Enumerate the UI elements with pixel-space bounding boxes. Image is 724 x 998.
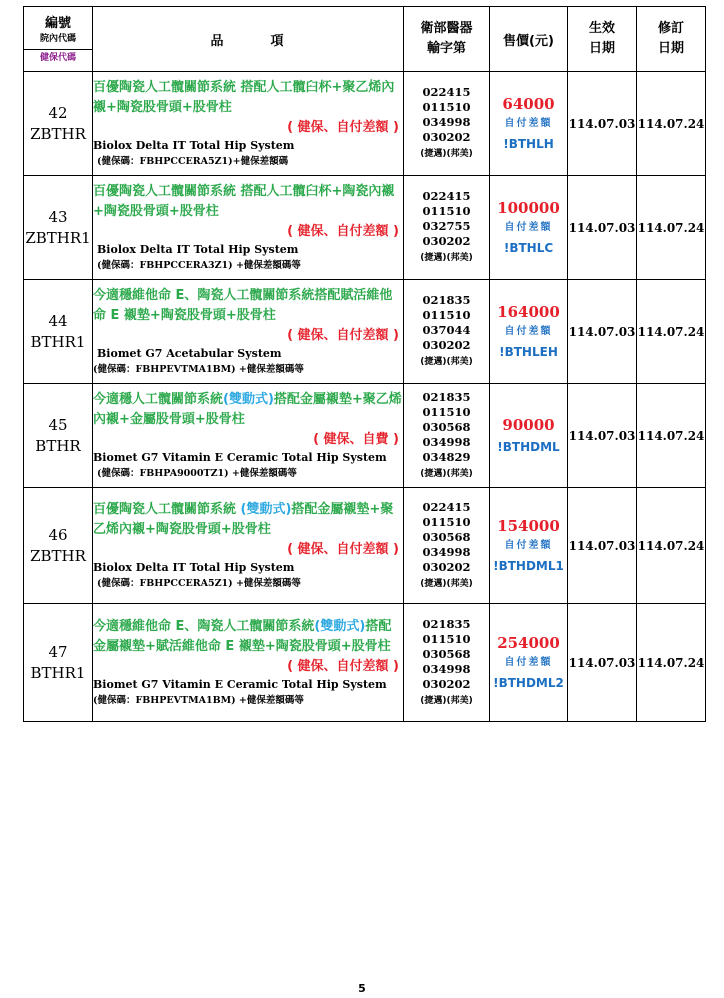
agent-label: (捷邁)(邦美) [420,695,473,706]
price-code: !BTHDML [497,439,560,454]
agent-label: (捷邁)(邦美) [420,253,473,263]
item-name-zh-cont: 搭配金屬襯墊+賦活維他命 E 襯墊+陶瓷股骨頭+股骨柱 [93,619,392,654]
item-type-label: (雙動式) [314,619,366,634]
header-item: 品 項 [93,7,404,72]
item-code: ZBTHR [30,124,86,143]
effective-date: 114.07.03 [568,72,637,176]
item-code: BTHR1 [30,332,86,351]
item-name-en: Biomet G7 Acetabular System [97,347,282,360]
price-code: !BTHLH [503,136,554,151]
license-number: 030202 [422,130,471,144]
license-number: 011510 [422,100,471,114]
license-number: 030202 [422,234,471,248]
item-number: 44 [48,311,68,330]
revised-date: 114.07.24 [637,384,706,488]
coverage-tag: ( 健保、自付差額 ) [287,328,399,343]
price-note: 自付差額 [504,539,553,551]
license-number: 030202 [422,559,471,574]
price-note: 自付差額 [504,221,553,233]
item-code: ZBTHR [30,546,86,565]
effective-date: 114.07.03 [568,280,637,384]
item-number: 42 [48,103,68,122]
item-description-cell [93,72,404,176]
item-code-cell [24,604,93,722]
license-number: 011510 [422,404,471,419]
item-name-en: Biolox Delta IT Total Hip System [93,561,295,574]
license-number: 022415 [422,85,471,99]
item-name-zh: 今適穩維他命 E、陶瓷人工髖關節系統 [93,619,315,634]
table-header-row [24,7,706,72]
item-code-cell [24,384,93,488]
license-number: 030568 [422,419,471,434]
price-note: 自付差額 [504,325,553,337]
insurance-code-note: (健保碼：FBHPEVTMA1BM) +健保差額碼等 [93,695,304,706]
insurance-code-note: (健保碼：FBHPEVTMA1BM) +健保差額碼等 [93,364,304,375]
price-value: 90000 [502,415,555,434]
license-number: 030202 [422,676,471,691]
price-code: !BTHLEH [499,344,558,359]
price-value: 100000 [497,198,560,217]
item-name-zh-cont: 搭配金屬襯墊+聚乙烯內襯+陶瓷股骨頭+股骨柱 [93,502,394,537]
item-name-zh: 今適穩維他命 E、陶瓷人工髖關節系統搭配賦活維他命 E 襯墊+陶瓷股骨頭+股骨柱 [93,288,393,323]
license-number: 034998 [422,544,471,559]
price-table [23,6,706,722]
header-revised: 修訂 日期 [637,7,706,72]
table-row [24,488,706,604]
item-name-zh: 百優陶瓷人工髖關節系統 [93,502,241,517]
revised-date: 114.07.24 [637,488,706,604]
agent-label: (捷邁)(邦美) [420,578,473,589]
table-row [24,176,706,280]
revised-date: 114.07.24 [637,280,706,384]
price-cell [490,176,568,280]
item-number: 46 [48,525,68,544]
license-number: 034998 [422,434,471,449]
item-name-zh: 今適穩人工髖關節系統 [93,392,224,407]
item-number: 47 [48,642,68,661]
license-number: 022415 [422,189,471,203]
license-cell [404,176,490,280]
item-number: 45 [48,415,68,434]
header-code-title: 編號 [44,15,71,31]
item-type-label: (雙動式) [240,502,292,517]
header-code-sub2: 健保代碼 [24,49,92,65]
table-row [24,280,706,384]
coverage-tag: ( 健保、自付差額 ) [287,659,399,674]
license-number: 011510 [422,204,471,218]
item-name-en: Biomet G7 Vitamin E Ceramic Total Hip System [93,451,387,464]
agent-label: (捷邁)(邦美) [420,149,473,159]
page-number: 5 [358,982,366,995]
insurance-code-note: (健保碼：FBHPA9000TZ1) +健保差額碼等 [97,468,297,479]
effective-date: 114.07.03 [568,176,637,280]
item-name-zh: 百優陶瓷人工髖關節系統 搭配人工髖臼杯+陶瓷內襯+陶瓷股骨頭+股骨柱 [93,184,395,219]
effective-date: 114.07.03 [568,488,637,604]
item-name-en: Biolox Delta IT Total Hip System [93,139,295,152]
license-number: 011510 [422,631,471,646]
insurance-code-note: (健保碼：FBHPCCERA5Z1)+健保差額碼 [97,156,289,167]
item-code: ZBTHR1 [25,228,91,247]
item-code-cell [24,488,93,604]
item-description-cell [93,384,404,488]
price-code: !BTHDML1 [493,558,564,573]
license-number: 021835 [422,293,471,307]
license-number: 021835 [422,616,471,631]
license-cell [404,72,490,176]
license-number: 034998 [422,661,471,676]
coverage-tag: ( 健保、自付差額 ) [287,542,399,557]
header-effective: 生效 日期 [568,7,637,72]
revised-date: 114.07.24 [637,604,706,722]
price-code: !BTHDML2 [493,675,564,690]
license-cell [404,384,490,488]
item-description-cell [93,280,404,384]
license-number: 030568 [422,646,471,661]
effective-date: 114.07.03 [568,384,637,488]
agent-label: (捷邁)(邦美) [420,357,473,367]
license-cell [404,488,490,604]
table-row [24,604,706,722]
price-value: 254000 [497,633,560,652]
item-description-cell [93,176,404,280]
price-note: 自付差額 [504,117,553,129]
price-note: 自付差額 [504,656,553,668]
price-value: 64000 [502,94,555,113]
header-code-sub1: 院內代碼 [39,33,76,44]
header-code [24,7,93,72]
item-description-cell [93,488,404,604]
item-number: 43 [48,207,68,226]
license-number: 037044 [422,323,471,337]
agent-label: (捷邁)(邦美) [420,468,473,479]
license-cell [404,280,490,384]
coverage-tag: ( 健保、自費 ) [313,432,399,447]
insurance-code-note: (健保碼：FBHPCCERA5Z1) +健保差額碼等 [97,578,301,589]
license-cell [404,604,490,722]
price-value: 164000 [497,302,560,321]
price-cell [490,488,568,604]
table-row [24,72,706,176]
item-name-en: Biolox Delta IT Total Hip System [97,243,299,256]
license-number: 022415 [422,499,471,514]
item-name-zh-cont: 搭配金屬襯墊+聚乙烯內襯+金屬股骨頭+股骨柱 [93,392,402,427]
header-license: 衛部醫器 輸字第 [404,7,490,72]
price-cell [490,604,568,722]
table-row [24,384,706,488]
license-number: 021835 [422,389,471,404]
item-type-label: (雙動式) [223,392,274,407]
coverage-tag: ( 健保、自付差額 ) [287,120,399,135]
license-number: 011510 [422,514,471,529]
price-code: !BTHLC [503,240,554,255]
item-name-en: Biomet G7 Vitamin E Ceramic Total Hip System [93,678,387,691]
effective-date: 114.07.03 [568,604,637,722]
item-code-cell [24,280,93,384]
price-cell [490,384,568,488]
item-code: BTHR [35,436,81,455]
license-number: 032755 [422,219,471,233]
item-code-cell [24,72,93,176]
price-value: 154000 [497,516,560,535]
price-cell [490,72,568,176]
revised-date: 114.07.24 [637,176,706,280]
license-number: 030568 [422,529,471,544]
insurance-code-note: (健保碼：FBHPCCERA3Z1) +健保差額碼等 [97,260,301,271]
item-description-cell [93,604,404,722]
revised-date: 114.07.24 [637,72,706,176]
coverage-tag: ( 健保、自付差額 ) [287,224,399,239]
price-cell [490,280,568,384]
item-name-zh: 百優陶瓷人工髖關節系統 搭配人工髖臼杯+聚乙烯內襯+陶瓷股骨頭+股骨柱 [93,80,395,115]
license-number: 030202 [422,338,471,352]
header-price: 售價(元) [490,7,568,72]
license-number: 011510 [422,308,471,322]
license-number: 034829 [422,449,471,464]
item-code: BTHR1 [30,663,86,682]
license-number: 034998 [422,115,471,129]
item-code-cell [24,176,93,280]
